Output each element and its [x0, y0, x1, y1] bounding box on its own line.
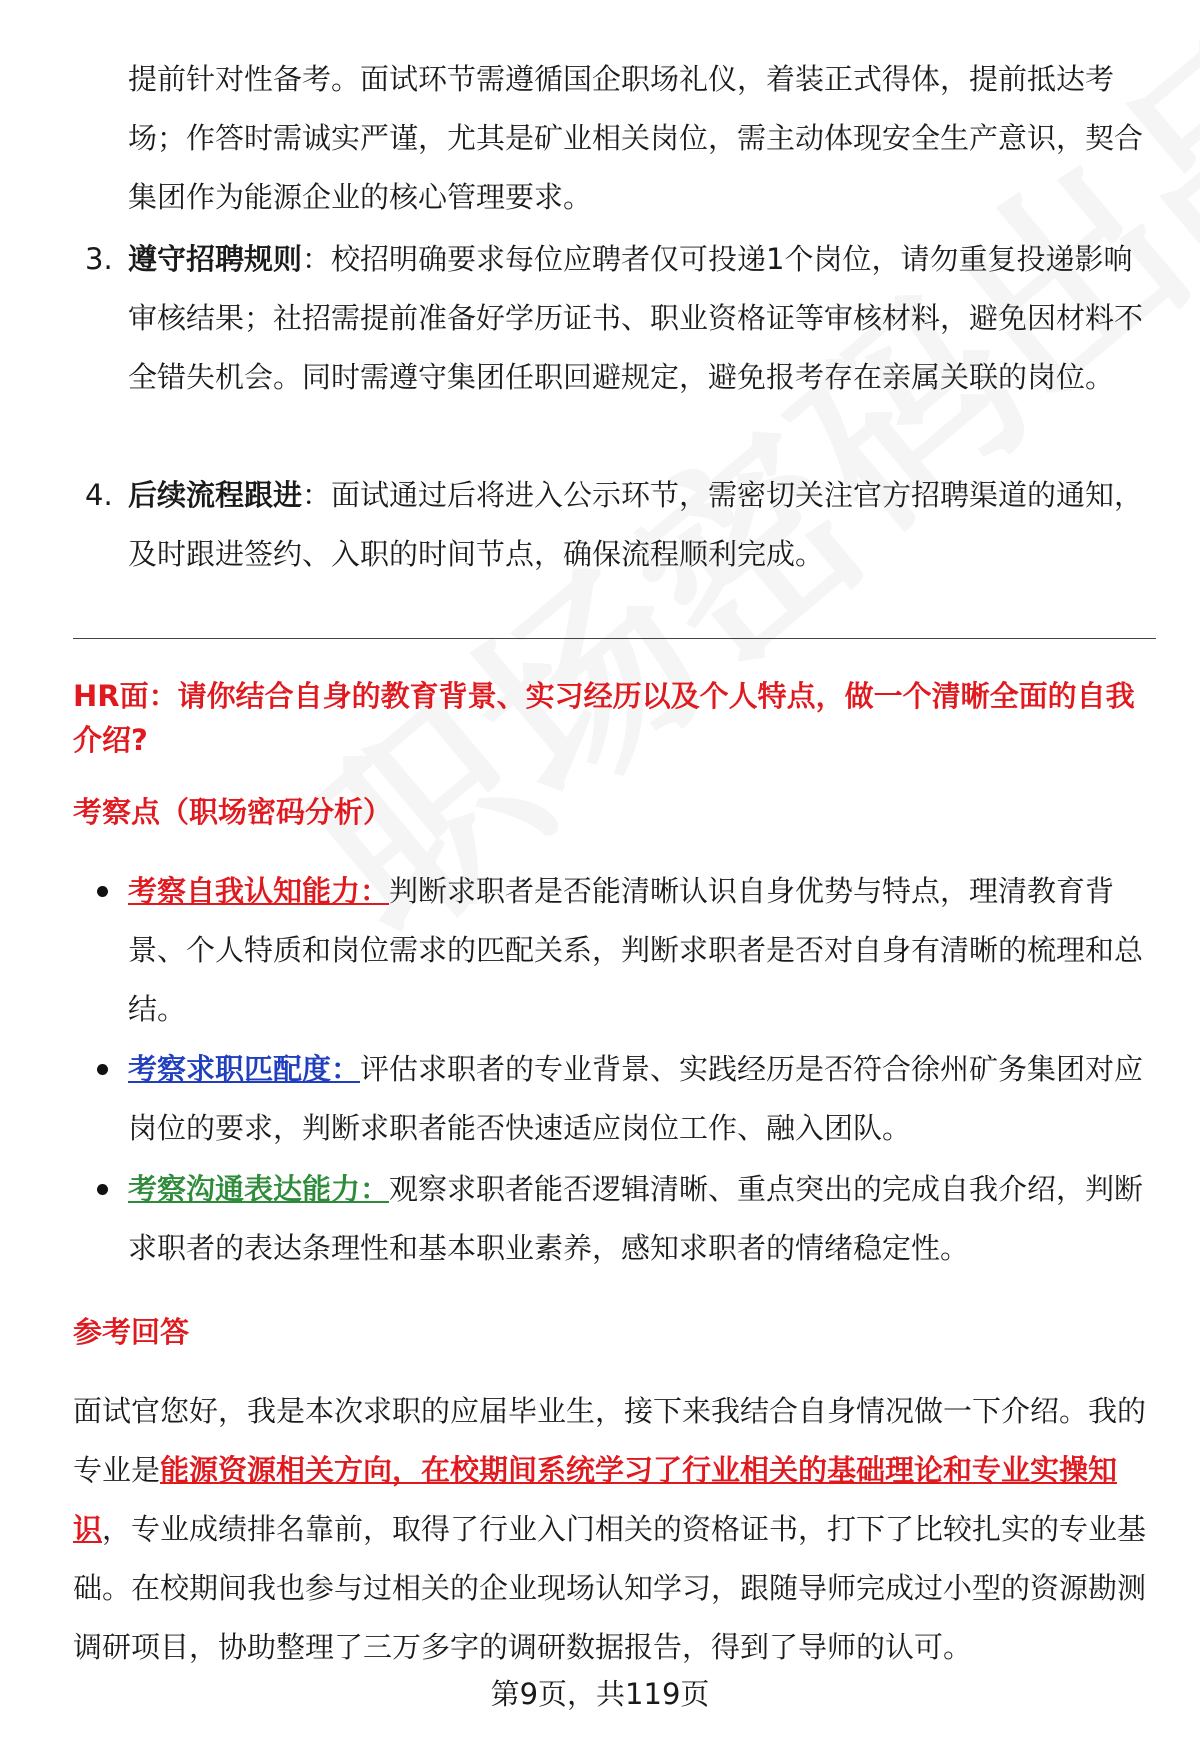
item-number: 4.	[85, 478, 113, 512]
continuation-paragraph: 提前针对性备考。面试环节需遵循国企职场礼仪，着装正式得体，提前抵达考场；作答时需诚实严谨，尤其是矿业相关岗位，需主动体现安全生产意识，契合集团作为能源企业的核心管理要求。	[128, 62, 1144, 214]
item-text: ：校招明确要求每位应聘者仅可投递1个岗位，请勿重复投递影响审核结果；社招需提前准备好学历证书、职业资格证等审核材料，避免因材料不全错失机会。同时需遵守集团任职回避规定，避免报考存在亲属关联的岗位。	[128, 242, 1144, 394]
interview-question: HR面：请你结合自身的教育背景、实习经历以及个人特点，做一个清晰全面的自我介绍?	[73, 679, 1135, 757]
item-text: ：面试通过后将进入公示环节，需密切关注官方招聘渠道的通知，及时跟进签约、入职的时间节点，确保流程顺利完成。	[128, 478, 1144, 571]
answer-text-2: ，专业成绩排名靠前，取得了行业入门相关的资格证书，打下了比较扎实的专业基础。在校期间我也参与过相关的企业现场认知学习，跟随导师完成过小型的资源勘测调研项目，协助整理了三万多字的调研数据报告，得到了导师的认可。	[73, 1512, 1147, 1664]
bullet-text: 判断求职者是否能清晰认识自身优势与特点，理清教育背景、个人特质和岗位需求的匹配关系，判断求职者是否对自身有清晰的梳理和总结。	[128, 874, 1144, 1026]
reference-answer-title: 参考回答	[73, 1315, 190, 1349]
bullet-key: 考察沟通表达能力：	[128, 1172, 390, 1206]
reference-answer	[73, 1382, 1153, 1677]
bullet-body	[128, 862, 1148, 1039]
item-body	[128, 466, 1148, 584]
item-body	[128, 230, 1148, 407]
item-title: 后续流程跟进	[128, 478, 303, 512]
bullet-dot-icon	[97, 886, 108, 897]
bullet-dot-icon	[97, 1184, 108, 1195]
bullet-text: 观察求职者能否逻辑清晰、重点突出的完成自我介绍，判断求职者的表达条理性和基本职业素养，感知求职者的情绪稳定性。	[128, 1172, 1144, 1265]
answer-text-1: 面试官您好，我是本次求职的应届毕业生，接下来我结合自身情况做一下介绍。我的专业是	[73, 1394, 1147, 1487]
item-title: 遵守招聘规则	[128, 242, 303, 276]
bullet-body	[128, 1040, 1148, 1158]
assessment-title: 考察点（职场密码分析）	[73, 795, 393, 829]
bullet-body	[128, 1160, 1148, 1278]
answer-highlight: 能源资源相关方向，在校期间系统学习了行业相关的基础理论和专业实操知识	[73, 1453, 1118, 1546]
bullet-key: 考察自我认知能力：	[128, 874, 390, 908]
item-number: 3.	[85, 242, 113, 276]
bullet-key: 考察求职匹配度：	[128, 1052, 361, 1086]
section-divider	[73, 638, 1156, 639]
page-number: 第9页，共119页	[490, 1677, 710, 1711]
bullet-dot-icon	[97, 1064, 108, 1075]
bullet-text: 评估求职者的专业背景、实践经历是否符合徐州矿务集团对应岗位的要求，判断求职者能否快速适应岗位工作、融入团队。	[128, 1052, 1144, 1145]
